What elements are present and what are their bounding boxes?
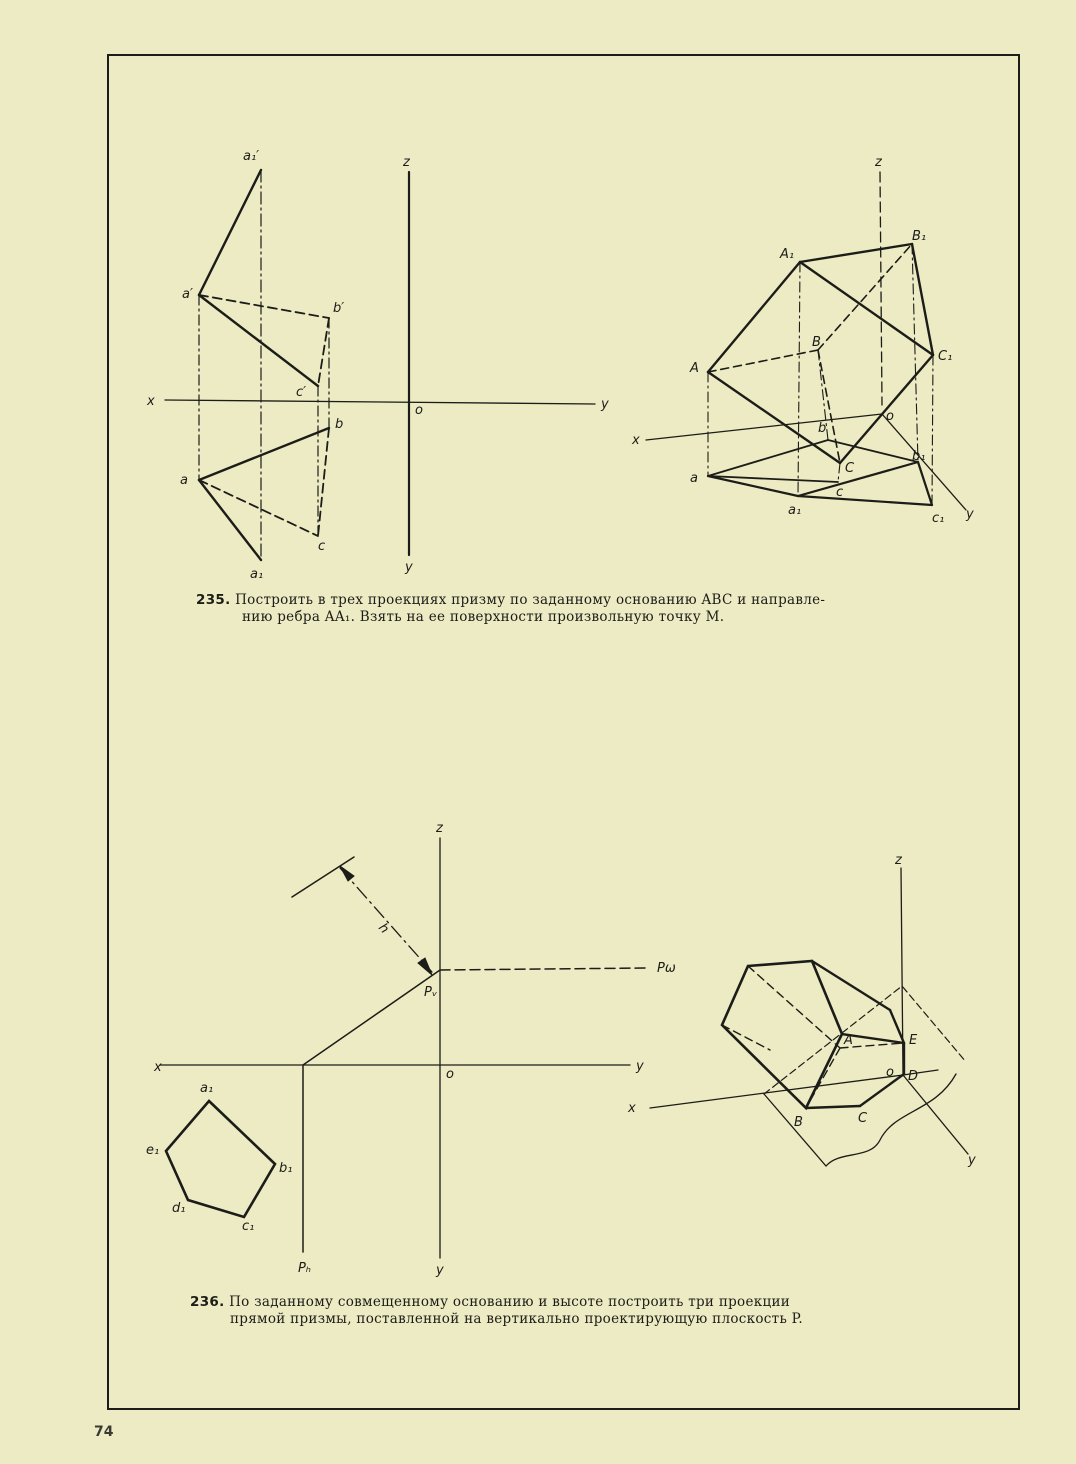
labels-235-orthographic [146,149,609,582]
label-z-axis: z [436,821,443,836]
edge-b-c-hidden [318,318,329,386]
projector [798,262,800,496]
label-C1: C₁ [938,349,953,364]
label-y-axis: y [966,507,974,522]
label-b1: b₁ [912,449,926,464]
projector [838,463,840,482]
label-B: B [812,335,821,350]
edge-a-b [199,428,329,480]
label-c-prime: c′ [296,385,307,400]
label-a-prime: a′ [182,287,193,302]
label-x-axis: x [154,1060,162,1075]
lateral-edge [806,1106,860,1108]
label-y-axis: y [636,1059,644,1074]
hidden-edge [722,1025,770,1050]
x-axis [646,414,882,440]
edge-a-b-hidden [199,295,329,318]
label-y-axis: y [601,397,609,412]
label-c: c [836,485,844,500]
label-c1: c₁ [932,511,945,526]
label-x-axis: x [632,433,640,448]
label-A: A [690,361,699,376]
label-D: D [908,1069,919,1084]
label-C: C [845,461,855,476]
z-axis [880,172,882,405]
edge-a-c [199,295,318,386]
label-x-axis: x [628,1101,636,1116]
label-b: b [818,421,827,436]
label-c: c [318,539,326,554]
label-P-omega: Pω [657,961,676,976]
dimension-extension [292,857,354,897]
label-y-axis-vertical: y [405,560,413,575]
label-a: a [180,473,188,488]
trace-Pv [303,970,440,1065]
edge-B1-C1 [912,244,933,355]
label-height: h [375,920,392,937]
label-B: B [794,1115,803,1130]
label-P-v: Pᵥ [424,985,438,1000]
edge-a1-b1 [798,462,918,496]
projector [932,355,933,505]
labels-235-axonometric [631,155,974,526]
label-z-axis: z [895,853,902,868]
edge-a1-a [199,170,261,295]
problem-235-text-line2: нию ребра AA₁. Взять на ее поверхности произвольную точку M. [242,609,725,625]
label-A: A [844,1033,853,1048]
edge-A1-B1 [800,244,912,262]
arrow-head [340,866,354,881]
x-axis [165,400,595,404]
edge-B-C-hidden [818,350,840,463]
label-b: b [335,417,344,432]
trace-Pw [440,968,648,970]
y-axis [903,1075,968,1154]
problem-236-text-line1: По заданному совмещенному основанию и высоте построить три проекции [229,1294,791,1310]
edge-a1-c1 [798,496,932,505]
hidden-edge [748,966,840,1048]
label-P-h: Pₕ [298,1261,312,1276]
label-E: E [909,1033,918,1048]
label-a1: a₁ [250,567,264,582]
pentagon-base [166,1101,275,1217]
label-A1: A₁ [780,247,795,262]
label-b1: b₁ [279,1161,293,1176]
label-d1: d₁ [172,1201,186,1216]
label-origin: o [886,409,894,424]
label-origin: o [886,1065,894,1080]
problem-236-caption [190,1294,960,1328]
label-e1: e₁ [146,1143,160,1158]
edge-A-A1 [708,262,800,372]
edge-a-a1 [199,480,261,560]
label-a1: a₁ [788,503,802,518]
edge-b-b1 [828,440,918,462]
label-C: C [858,1111,868,1126]
label-a1: a₁ [200,1081,214,1096]
label-b-prime: b′ [333,301,345,316]
label-z-axis: z [403,155,410,170]
label-x-axis: x [147,394,155,409]
arrow-head [418,958,432,975]
label-z-axis: z [875,155,882,170]
edge-a-c-hidden [199,480,318,536]
problem-236-text-line2: прямой призмы, поставленной на вертикально проектирующую плоскость P. [230,1311,803,1327]
label-a: a [690,471,698,486]
figure-236-axonometric [650,868,968,1166]
label-B1: B₁ [912,229,927,244]
edge-C-D [860,1074,904,1106]
lateral-edge [812,961,890,1010]
plane-P-outline [764,986,966,1094]
problem-235-number: 235. [196,592,231,608]
figure-235-orthographic [165,170,595,560]
edge-A-C [708,372,840,463]
page-number: 74 [94,1424,114,1440]
edge-B-B1-hidden [818,244,912,350]
problem-235-text-line1: Построить в трех проекциях призму по заданному основанию ABC и направле- [235,592,826,608]
problem-235-caption [196,592,966,626]
edge-b-c-hidden [318,428,329,536]
label-c1: c₁ [242,1219,255,1234]
edge-a-b [708,440,828,476]
figure-236-orthographic [160,838,648,1258]
label-origin: o [415,403,423,418]
label-origin: o [446,1067,454,1082]
label-a1-prime: a₁′ [243,149,260,164]
labels-236-axonometric [627,853,976,1168]
problem-236-number: 236. [190,1294,225,1310]
label-y-axis: y [968,1153,976,1168]
label-y-axis-vertical: y [436,1263,444,1278]
labels-236-orthographic [146,821,676,1278]
